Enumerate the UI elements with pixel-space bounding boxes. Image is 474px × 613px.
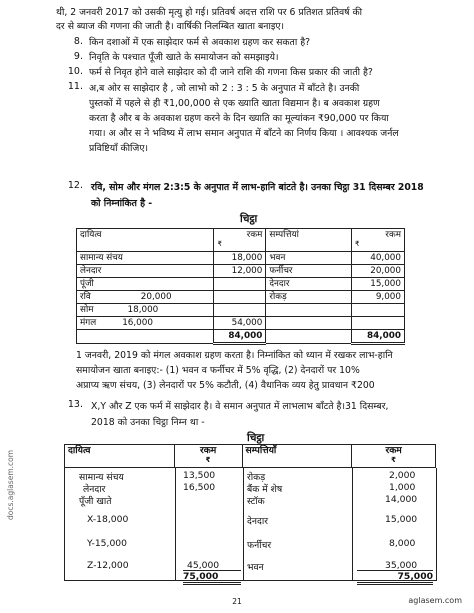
table-row: रवि 20,000 रोकड़ 9,000	[77, 291, 405, 304]
text-line: अ,ब ओर स साझेदार है , जो लाभो को 2 : 3 : 5 के अनुपात में बाँटते है। उनकी	[89, 83, 360, 94]
amount-header: रकम ₹	[174, 445, 242, 468]
side-watermark: docs.aglasem.com	[6, 449, 15, 520]
question-12	[91, 180, 453, 212]
text-line: निवृति के पश्चात पूँजी खाते के समायोजन को समझाइये।	[89, 52, 279, 63]
table-title: चिट्ठा	[247, 432, 265, 444]
text-line: थी, 2 जनवरी 2017 को उसकी मृत्यु हो गई। प्रतिवर्ष अदत्त राशि पर 6 प्रतिशत प्रतिवर्ष की	[56, 7, 363, 18]
liabilities-header: दायित्व	[65, 445, 175, 468]
question-number: 11.	[67, 81, 83, 92]
text-line: X,Y और Z एक फर्म में साझेदार है। वे समान अनुपात में लाभलाभ बाँटते है।31 दिसम्बर,	[91, 401, 389, 412]
site-watermark: aglasem.com	[408, 596, 462, 605]
question-13	[91, 399, 453, 431]
question-number: 12.	[67, 180, 83, 191]
question-9	[89, 51, 451, 64]
text-line: 2018 को उनका चिट्ठा निम्न था -	[91, 417, 205, 428]
liabilities-header: दायित्व	[77, 229, 214, 252]
text-line: पुस्तकों में पहले से ही ₹1,00,000 से एक ख्याति खाता विद्यमान है। ब अवकाश ग्रहण	[89, 98, 380, 109]
balance-sheet-table	[76, 228, 405, 345]
table-total-row: 84,000 84,000	[77, 330, 405, 344]
question-number: 9.	[73, 51, 83, 62]
question-number: 8.	[73, 36, 83, 47]
text-line: समायोजन खाता बनाइए:- (1) भवन व फर्नीचर में 5% वृद्धि, (2) देनदारों पर 10%	[76, 365, 360, 376]
text-line: दर से ब्याज की गणना की जाती है। वार्षिकी निलम्बित खाता बनाइए।	[56, 21, 285, 32]
text-line: अप्राप्य ऋण संचय, (3) लेनदारों पर 5% कटौती, (4) वैधानिक व्यय हेतु प्रावधान ₹200	[76, 380, 375, 391]
text-line: गया। अ और स ने भविष्य में लाभ समान अनुपात में बाँटने का निर्णय किया । आवश्यक जर्नल	[89, 128, 399, 139]
balance-sheet-table	[64, 444, 436, 468]
question-number: 13.	[67, 399, 83, 410]
text-line: 1 जनवरी, 2019 को मंगल अवकाश ग्रहण करता है। निम्नांकित को ध्यान में रखकर लाभ-हानि	[76, 350, 393, 361]
text-line: प्रविष्टियाँ कीजिए।	[89, 143, 148, 154]
question-12-instructions	[76, 348, 456, 393]
table-row: मंगल 16,000 54,000	[77, 317, 405, 330]
question-10	[89, 66, 451, 79]
text-line: किन दशाओं में एक साझेदार फर्म से अवकाश ग्रहण कर सकता है?	[89, 37, 311, 48]
question-8	[89, 36, 451, 49]
balance-sheet-body: सामान्य संचय 13,500 रोकड़ 2,000 लेनदार 16,500 बैंक में शेष 1,000 पूँजी खाते स्टॉक 14,000 X-18,000 देनदार 15,000 Y-15,000 फर्नीचर 8,000 Z-12,000 45,000 भवन 35,000 75,000 75,000	[64, 468, 437, 581]
text-line: करता है और ब के अवकाश ग्रहण करने के दिन ख्याति का मूल्यांकन ₹90,000 पर किया	[89, 113, 389, 124]
amount-header: रकम ₹	[214, 229, 266, 252]
assets-header: सम्पत्तियाँ	[242, 445, 352, 468]
page-number: 21	[232, 597, 242, 606]
table-row: पूंजी देनदार 15,000	[77, 278, 405, 291]
table-row: लेनदार 12,000 फर्नीचर 20,000	[77, 265, 405, 278]
text-line: को निम्नांकित है -	[91, 198, 153, 209]
table-row: सोम 18,000	[77, 304, 405, 317]
amount-header: रकम ₹	[352, 445, 436, 468]
amount-header: रकम ₹	[352, 229, 405, 252]
question-11	[89, 81, 451, 156]
assets-header: सम्पत्तियां	[266, 229, 352, 252]
question-number: 10.	[67, 66, 83, 77]
text-line: रवि, सोम और मंगल 2:3:5 के अनुपात में लाभ-हानि बांटते है। उनका चिट्ठा 31 दिसम्बर 2018	[91, 182, 424, 193]
table-title: चिट्ठा	[240, 213, 258, 225]
table-row: सामान्य संचय 18,000 भवन 40,000	[77, 252, 405, 265]
text-line: फर्म से निवृत होने वाले साझेदार को दी जाने राशि की गणना किस प्रकार की जाती है?	[89, 67, 373, 78]
